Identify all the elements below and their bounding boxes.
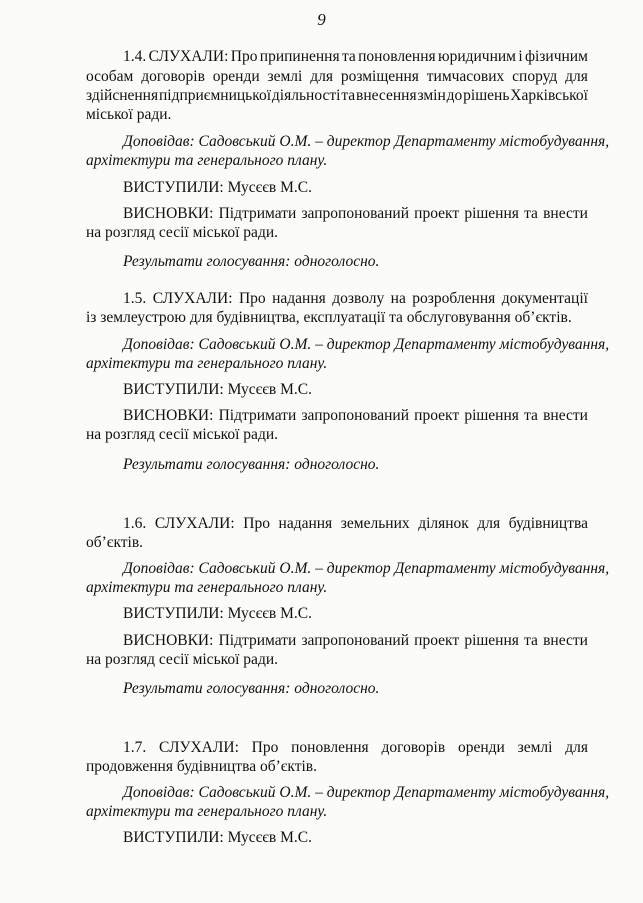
item-1-7-heading-line-1: 1.7. СЛУХАЛИ: Про поновлення договорів оренди землі для — [123, 739, 588, 756]
item-1-4-conclusion-line-2: на розгляд сесії міської ради. — [86, 224, 278, 241]
page-number: 9 — [317, 10, 326, 29]
item-1-5-spoke: ВИСТУПИЛИ: Мусєєв М.С. — [123, 381, 312, 398]
item-1-5-vote: Результати голосування: одноголосно. — [123, 456, 380, 473]
item-1-4-speaker-line-1: Доповідав: Садовський О.М. – директор Департаменту містобудування, — [123, 133, 610, 150]
item-1-7-spoke: ВИСТУПИЛИ: Мусєєв М.С. — [123, 829, 312, 846]
item-1-7-speaker-line-2: архітектури та генерального плану. — [86, 803, 328, 820]
item-1-6-speaker-line-2: архітектури та генерального плану. — [86, 579, 328, 596]
item-1-4-heading-line-4: міської ради. — [86, 106, 172, 123]
item-1-5-heading-line-2: із землеустрою для будівництва, експлуатації та обслуговування об’єктів. — [86, 309, 572, 326]
item-1-6-heading-line-1: 1.6. СЛУХАЛИ: Про надання земельних ділянок для будівництва — [123, 515, 588, 532]
item-1-6-spoke: ВИСТУПИЛИ: Мусєєв М.С. — [123, 605, 312, 622]
item-1-4-vote: Результати голосування: одноголосно. — [123, 253, 380, 270]
item-1-5-conclusion-line-2: на розгляд сесії міської ради. — [86, 426, 278, 443]
item-1-7-speaker-line-1: Доповідав: Садовський О.М. – директор Департаменту містобудування, — [123, 784, 610, 801]
item-1-6-conclusion-line-1: ВИСНОВКИ: Підтримати запропонований проект рішення та внести — [123, 632, 588, 649]
item-1-5-conclusion-line-1: ВИСНОВКИ: Підтримати запропонований проект рішення та внести — [123, 407, 588, 424]
item-1-5-speaker-line-2: архітектури та генерального плану. — [86, 355, 328, 372]
item-1-4-conclusion-line-1: ВИСНОВКИ: Підтримати запропонований проект рішення та внести — [123, 205, 588, 222]
item-1-6-conclusion-line-2: на розгляд сесії міської ради. — [86, 651, 278, 668]
item-1-6-heading-line-2: об’єктів. — [86, 534, 144, 551]
item-1-5-heading-line-1: 1.5. СЛУХАЛИ: Про надання дозволу на розроблення документації — [123, 290, 588, 307]
item-1-5-speaker-line-1: Доповідав: Садовський О.М. – директор Департаменту містобудування, — [123, 336, 610, 353]
item-1-6-vote: Результати голосування: одноголосно. — [123, 680, 380, 697]
item-1-4-heading-line-3: здійснення підприємницької діяльності та внесення змін до рішень Харківської — [86, 87, 588, 104]
item-1-4-spoke: ВИСТУПИЛИ: Мусєєв М.С. — [123, 179, 312, 196]
item-1-4-heading-line-1: 1.4. СЛУХАЛИ: Про припинення та поновлення юридичним і фізичним — [123, 48, 588, 65]
item-1-6-speaker-line-1: Доповідав: Садовський О.М. – директор Департаменту містобудування, — [123, 560, 610, 577]
item-1-4-heading-line-2: особам договорів оренди землі для розміщення тимчасових споруд для — [86, 68, 588, 85]
item-1-7-heading-line-2: продовження будівництва об’єктів. — [86, 758, 317, 775]
item-1-4-speaker-line-2: архітектури та генерального плану. — [86, 152, 328, 169]
